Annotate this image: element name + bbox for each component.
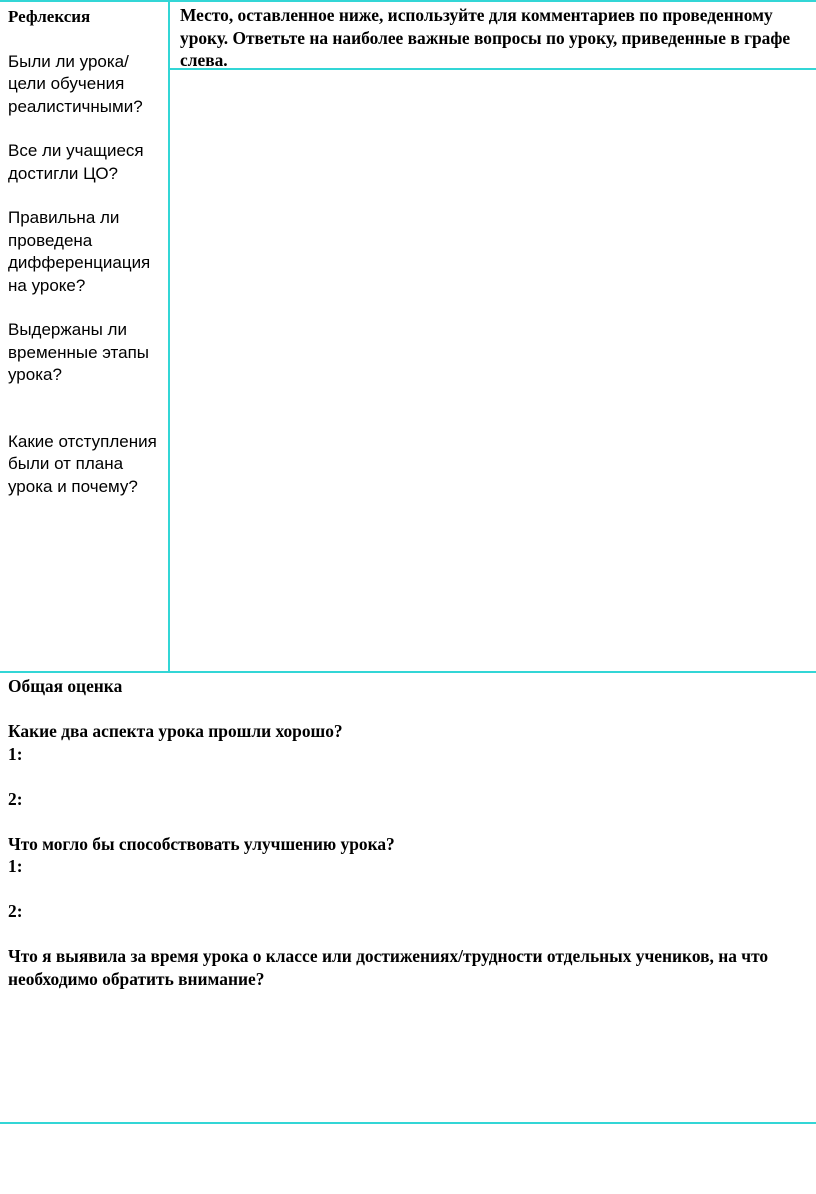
question-goals-realistic: Были ли урока/цели обучения реалистичными? (8, 51, 143, 116)
went-well-item-1: 1: (8, 743, 23, 764)
reflection-heading: Рефлексия (8, 7, 91, 26)
reflection-row-bottom-border (0, 671, 816, 673)
question-all-achieved: Все ли учащиеся достигли ЦО? (8, 141, 144, 183)
question-learned: Что я выявила за время урока о классе или достижениях/трудности отдельных учеников, на что необходимо обратить внимание? (8, 946, 769, 989)
overall-row-bottom-border (0, 1122, 816, 1124)
question-went-well: Какие два аспекта урока прошли хорошо? (8, 721, 343, 741)
reflection-questions-cell (8, 6, 166, 520)
went-well-item-2: 2: (8, 788, 23, 809)
overall-heading: Общая оценка (8, 676, 123, 696)
question-differentiation: Правильна ли проведена дифференциация на уроке? (8, 208, 151, 295)
improve-item-2: 2: (8, 901, 23, 921)
comments-instructions: Место, оставленное ниже, используйте для комментариев по проведенному уроку. Ответьте на наиболее важные вопросы по уроку, приведенные в графе слева. (180, 5, 791, 70)
table-top-border (0, 0, 816, 2)
comments-area[interactable] (171, 71, 816, 671)
question-deviations: Какие отступления были от плана урока и почему? (8, 431, 157, 496)
overall-evaluation-cell (8, 675, 808, 990)
question-timing: Выдержаны ли временные этапы урока? (8, 320, 150, 384)
improve-item-1: 1: (8, 856, 23, 876)
question-improve: Что могло бы способствовать улучшению урока? (8, 833, 395, 854)
column-divider (168, 0, 170, 672)
